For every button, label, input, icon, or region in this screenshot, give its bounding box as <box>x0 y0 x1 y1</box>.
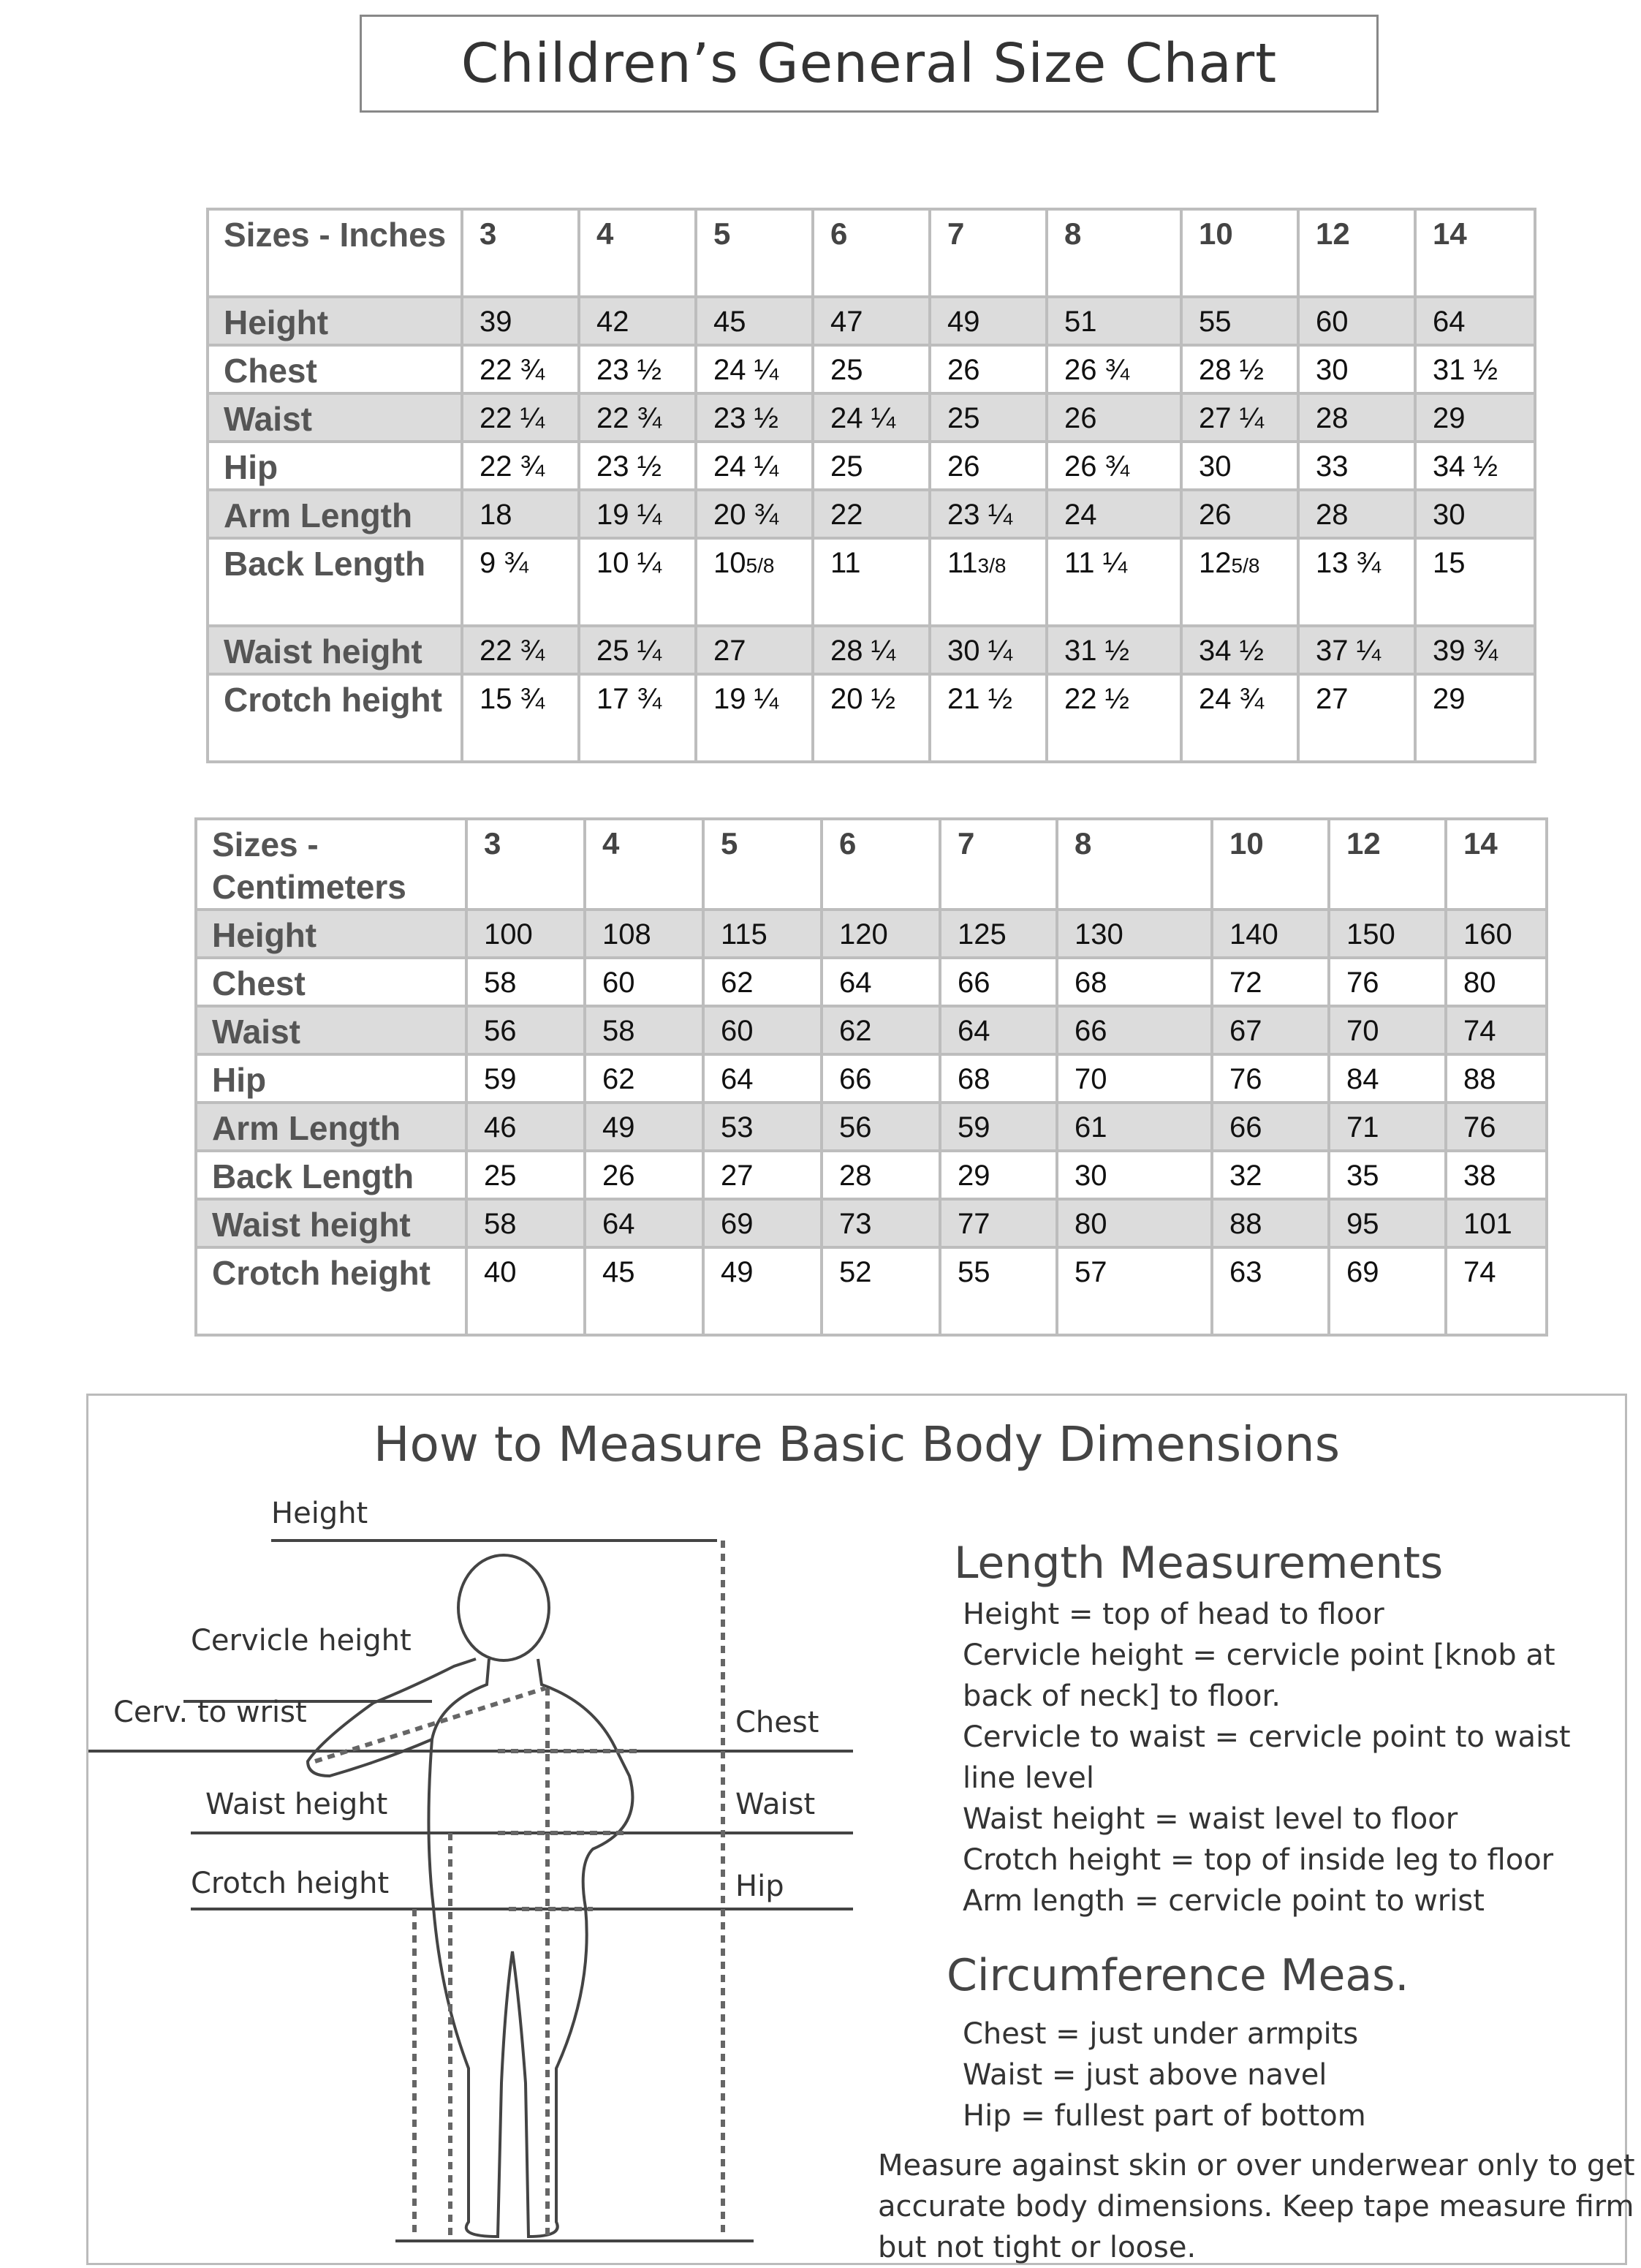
table-cell: 19 ¼ <box>579 490 696 538</box>
table-cell: 76 <box>1212 1054 1329 1103</box>
table-cell: 73 <box>822 1199 940 1247</box>
table-cell: 11 ¼ <box>1047 538 1181 626</box>
row-label: Waist height <box>196 1199 466 1247</box>
size-header-cell: 6 <box>822 819 940 910</box>
size-header-cell: 8 <box>1057 819 1212 910</box>
size-header-cell: 6 <box>813 209 930 297</box>
table-cell: 42 <box>579 297 696 345</box>
table-cell: 61 <box>1057 1103 1212 1151</box>
table-cell: 25 ¼ <box>579 626 696 674</box>
table-cell: 95 <box>1329 1199 1446 1247</box>
table-cell: 51 <box>1047 297 1181 345</box>
length-measurement-line: Height = top of head to floor <box>963 1598 1384 1631</box>
table-row <box>208 626 1535 674</box>
table-cell: 37 ¼ <box>1298 626 1415 674</box>
table-cell: 58 <box>466 1199 585 1247</box>
table-cell: 71 <box>1329 1103 1446 1151</box>
table-cell: 27 ¼ <box>1181 393 1298 442</box>
table-cell: 69 <box>703 1199 822 1247</box>
table-cell: 17 ¾ <box>579 674 696 762</box>
length-heading: Length Measurements <box>954 1538 1444 1589</box>
row-label: Chest <box>196 958 466 1006</box>
table-row <box>196 1151 1547 1199</box>
row-label: Height <box>196 910 466 958</box>
table-cell: 26 <box>585 1151 703 1199</box>
table-cell: 39 ¾ <box>1415 626 1535 674</box>
table-cell: 26 <box>1047 393 1181 442</box>
table-cell: 26 <box>930 345 1047 393</box>
table-cell: 30 <box>1181 442 1298 490</box>
table-cell: 24 ¼ <box>813 393 930 442</box>
table-row <box>196 958 1547 1006</box>
table-cell: 56 <box>466 1006 585 1054</box>
table-cell: 49 <box>703 1247 822 1335</box>
table-cell: 60 <box>1298 297 1415 345</box>
table-cell: 29 <box>1415 393 1535 442</box>
table-cell: 49 <box>930 297 1047 345</box>
size-header-cell: 10 <box>1212 819 1329 910</box>
table-cell: 88 <box>1446 1054 1547 1103</box>
table-cell: 160 <box>1446 910 1547 958</box>
table-cell: 28 <box>1298 490 1415 538</box>
table-row <box>196 1247 1547 1335</box>
table-cell: 22 ¾ <box>579 393 696 442</box>
length-measurement-line: Crotch height = top of inside leg to floor <box>963 1843 1554 1877</box>
length-measurement-line: back of neck] to floor. <box>963 1679 1281 1713</box>
table-cell: 76 <box>1329 958 1446 1006</box>
table-cell: 11 <box>813 538 930 626</box>
table-cell: 25 <box>813 442 930 490</box>
table-row <box>196 1199 1547 1247</box>
table-cell: 105/8 <box>696 538 813 626</box>
table-cell: 24 ¼ <box>696 442 813 490</box>
row-label: Back Length <box>208 538 462 626</box>
table-row <box>196 1054 1547 1103</box>
table-row <box>196 1103 1547 1151</box>
table-cell: 66 <box>940 958 1057 1006</box>
table-cell: 101 <box>1446 1199 1547 1247</box>
table-cell: 76 <box>1446 1103 1547 1151</box>
table-cell: 24 ¼ <box>696 345 813 393</box>
table-cell: 28 ½ <box>1181 345 1298 393</box>
table-cell: 67 <box>1212 1006 1329 1054</box>
table-cell: 32 <box>1212 1151 1329 1199</box>
size-header-cell: 5 <box>703 819 822 910</box>
table-cell: 25 <box>930 393 1047 442</box>
row-label: Back Length <box>196 1151 466 1199</box>
table-cell: 56 <box>822 1103 940 1151</box>
table-cell: 62 <box>703 958 822 1006</box>
table-cell: 22 ½ <box>1047 674 1181 762</box>
table-cell: 58 <box>585 1006 703 1054</box>
table-cell: 84 <box>1329 1054 1446 1103</box>
length-measurement-line: Cervicle height = cervicle point [knob at <box>963 1638 1555 1672</box>
table-cell: 74 <box>1446 1006 1547 1054</box>
table-cell: 66 <box>1057 1006 1212 1054</box>
circumference-line: Chest = just under armpits <box>963 2017 1359 2051</box>
table-cell: 18 <box>462 490 579 538</box>
table-row <box>208 345 1535 393</box>
table-cell: 23 ½ <box>579 442 696 490</box>
table-cell: 59 <box>940 1103 1057 1151</box>
measure-guide-panel <box>86 1394 1635 2265</box>
table-header-label: Sizes - Inches <box>208 209 462 297</box>
row-label: Crotch height <box>208 674 462 762</box>
label-chest: Chest <box>735 1706 819 1739</box>
length-measurement-line: Cervicle to waist = cervicle point to waist <box>963 1720 1571 1754</box>
table-row <box>208 393 1535 442</box>
table-cell: 31 ½ <box>1415 345 1535 393</box>
size-header-cell: 4 <box>585 819 703 910</box>
length-measurement-line: Waist height = waist level to floor <box>963 1802 1458 1836</box>
size-header-cell: 7 <box>940 819 1057 910</box>
table-cell: 88 <box>1212 1199 1329 1247</box>
table-cell: 27 <box>1298 674 1415 762</box>
table-row <box>208 674 1535 762</box>
length-measurement-line: Arm length = cervicle point to wrist <box>963 1884 1485 1918</box>
table-cell: 80 <box>1057 1199 1212 1247</box>
table-cell: 60 <box>703 1006 822 1054</box>
table-cell: 30 ¼ <box>930 626 1047 674</box>
table-cell: 40 <box>466 1247 585 1335</box>
table-cell: 19 ¼ <box>696 674 813 762</box>
table-cell: 38 <box>1446 1151 1547 1199</box>
table-cell: 30 <box>1298 345 1415 393</box>
table-cell: 46 <box>466 1103 585 1151</box>
table-cell: 20 ½ <box>813 674 930 762</box>
table-cell: 140 <box>1212 910 1329 958</box>
table-cell: 120 <box>822 910 940 958</box>
table-cell: 62 <box>585 1054 703 1103</box>
size-table-inches <box>206 208 1536 763</box>
table-cell: 68 <box>1057 958 1212 1006</box>
table-header-label: Sizes - Centimeters <box>196 819 466 910</box>
row-label: Waist <box>208 393 462 442</box>
table-cell: 70 <box>1057 1054 1212 1103</box>
table-cell: 60 <box>585 958 703 1006</box>
table-cell: 59 <box>466 1054 585 1103</box>
length-measurement-line: line level <box>963 1761 1095 1795</box>
table-cell: 63 <box>1212 1247 1329 1335</box>
head <box>458 1555 549 1660</box>
table-cell: 21 ½ <box>930 674 1047 762</box>
table-cell: 64 <box>703 1054 822 1103</box>
note-line: but not tight or loose. <box>878 2231 1197 2264</box>
table-header-row <box>208 209 1535 297</box>
table-cell: 100 <box>466 910 585 958</box>
table-cell: 34 ½ <box>1181 626 1298 674</box>
table-cell: 53 <box>703 1103 822 1151</box>
table-cell: 150 <box>1329 910 1446 958</box>
table-cell: 125 <box>940 910 1057 958</box>
table-cell: 31 ½ <box>1047 626 1181 674</box>
size-header-cell: 14 <box>1415 209 1535 297</box>
row-label: Chest <box>208 345 462 393</box>
table-cell: 77 <box>940 1199 1057 1247</box>
table-cell: 39 <box>462 297 579 345</box>
table-cell: 28 <box>1298 393 1415 442</box>
label-height: Height <box>271 1497 368 1530</box>
size-header-cell: 8 <box>1047 209 1181 297</box>
size-header-cell: 3 <box>462 209 579 297</box>
table-cell: 74 <box>1446 1247 1547 1335</box>
table-cell: 113/8 <box>930 538 1047 626</box>
table-cell: 55 <box>1181 297 1298 345</box>
table-cell: 115 <box>703 910 822 958</box>
body-outline <box>428 1659 632 2237</box>
row-label: Waist height <box>208 626 462 674</box>
table-cell: 29 <box>940 1151 1057 1199</box>
circumference-heading: Circumference Meas. <box>947 1950 1409 2001</box>
circumference-line: Hip = fullest part of bottom <box>963 2099 1366 2133</box>
table-cell: 68 <box>940 1054 1057 1103</box>
arm-outline <box>308 1659 476 1776</box>
table-cell: 26 <box>930 442 1047 490</box>
measure-guide-title: How to Measure Basic Body Dimensions <box>373 1416 1341 1473</box>
table-cell: 58 <box>466 958 585 1006</box>
row-label: Crotch height <box>196 1247 466 1335</box>
table-cell: 49 <box>585 1103 703 1151</box>
table-cell: 30 <box>1415 490 1535 538</box>
table-cell: 125/8 <box>1181 538 1298 626</box>
row-label: Height <box>208 297 462 345</box>
row-label: Arm Length <box>196 1103 466 1151</box>
row-label: Waist <box>196 1006 466 1054</box>
table-cell: 64 <box>822 958 940 1006</box>
circumference-line: Waist = just above navel <box>963 2058 1327 2092</box>
table-row <box>196 910 1547 958</box>
label-waist: Waist <box>735 1788 816 1821</box>
table-cell: 13 ¾ <box>1298 538 1415 626</box>
table-cell: 47 <box>813 297 930 345</box>
table-cell: 25 <box>466 1151 585 1199</box>
table-cell: 72 <box>1212 958 1329 1006</box>
table-row <box>208 538 1535 626</box>
table-cell: 55 <box>940 1247 1057 1335</box>
table-cell: 23 ½ <box>579 345 696 393</box>
table-cell: 10 ¼ <box>579 538 696 626</box>
size-header-cell: 7 <box>930 209 1047 297</box>
table-cell: 26 ¾ <box>1047 442 1181 490</box>
row-label: Hip <box>196 1054 466 1103</box>
table-cell: 22 <box>813 490 930 538</box>
table-cell: 22 ¼ <box>462 393 579 442</box>
label-cerv-to-wrist: Cerv. to wrist <box>113 1696 307 1729</box>
table-cell: 30 <box>1057 1151 1212 1199</box>
table-cell: 29 <box>1415 674 1535 762</box>
table-cell: 20 ¾ <box>696 490 813 538</box>
table-cell: 130 <box>1057 910 1212 958</box>
table-cell: 27 <box>703 1151 822 1199</box>
label-cervicle-height: Cervicle height <box>191 1624 412 1657</box>
label-waist-height: Waist height <box>205 1788 388 1821</box>
table-header-row <box>196 819 1547 910</box>
table-cell: 45 <box>585 1247 703 1335</box>
table-cell: 80 <box>1446 958 1547 1006</box>
label-crotch-height: Crotch height <box>191 1867 390 1900</box>
table-cell: 64 <box>1415 297 1535 345</box>
table-cell: 22 ¾ <box>462 442 579 490</box>
table-cell: 62 <box>822 1006 940 1054</box>
table-cell: 25 <box>813 345 930 393</box>
table-cell: 22 ¾ <box>462 345 579 393</box>
table-row <box>208 297 1535 345</box>
table-row <box>208 490 1535 538</box>
table-cell: 66 <box>1212 1103 1329 1151</box>
table-cell: 15 ¾ <box>462 674 579 762</box>
table-cell: 23 ½ <box>696 393 813 442</box>
size-table-centimeters <box>194 817 1548 1337</box>
table-cell: 26 <box>1181 490 1298 538</box>
size-header-cell: 12 <box>1298 209 1415 297</box>
table-cell: 57 <box>1057 1247 1212 1335</box>
table-cell: 22 ¾ <box>462 626 579 674</box>
table-cell: 64 <box>585 1199 703 1247</box>
table-cell: 69 <box>1329 1247 1446 1335</box>
table-cell: 24 ¾ <box>1181 674 1298 762</box>
table-cell: 108 <box>585 910 703 958</box>
table-cell: 24 <box>1047 490 1181 538</box>
table-cell: 35 <box>1329 1151 1446 1199</box>
table-cell: 66 <box>822 1054 940 1103</box>
page-title: Children’s General Size Chart <box>360 15 1379 113</box>
table-cell: 33 <box>1298 442 1415 490</box>
table-cell: 28 <box>822 1151 940 1199</box>
table-cell: 64 <box>940 1006 1057 1054</box>
size-header-cell: 3 <box>466 819 585 910</box>
table-cell: 15 <box>1415 538 1535 626</box>
table-row <box>196 1006 1547 1054</box>
label-hip: Hip <box>735 1870 784 1903</box>
table-cell: 27 <box>696 626 813 674</box>
table-cell: 28 ¼ <box>813 626 930 674</box>
table-cell: 70 <box>1329 1006 1446 1054</box>
table-cell: 23 ¼ <box>930 490 1047 538</box>
note-line: Measure against skin or over underwear only to get <box>878 2149 1635 2182</box>
size-header-cell: 10 <box>1181 209 1298 297</box>
size-header-cell: 4 <box>579 209 696 297</box>
table-row <box>208 442 1535 490</box>
row-label: Hip <box>208 442 462 490</box>
note-line: accurate body dimensions. Keep tape measure firm <box>878 2190 1634 2223</box>
table-cell: 34 ½ <box>1415 442 1535 490</box>
table-cell: 9 ¾ <box>462 538 579 626</box>
size-header-cell: 12 <box>1329 819 1446 910</box>
table-cell: 45 <box>696 297 813 345</box>
table-cell: 26 ¾ <box>1047 345 1181 393</box>
size-header-cell: 14 <box>1446 819 1547 910</box>
table-cell: 52 <box>822 1247 940 1335</box>
row-label: Arm Length <box>208 490 462 538</box>
size-header-cell: 5 <box>696 209 813 297</box>
